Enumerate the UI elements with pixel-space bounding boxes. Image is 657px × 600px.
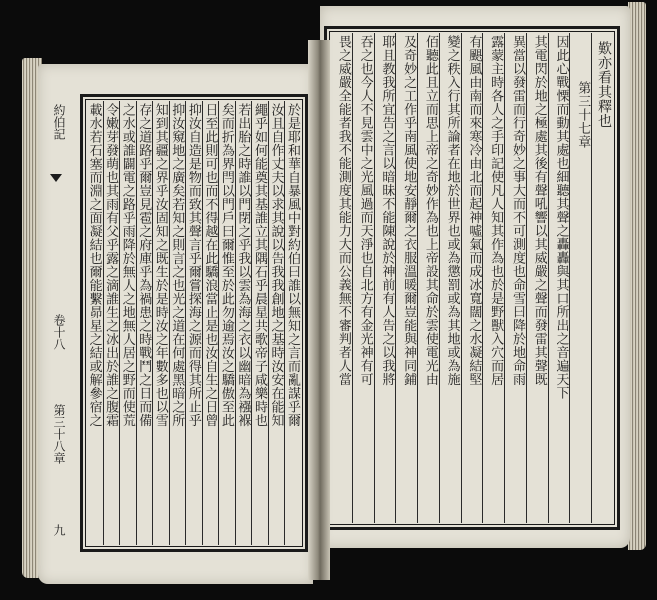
- margin-chapter-number: 第三十八章: [52, 404, 66, 464]
- right-page: [320, 6, 630, 548]
- text-column: 抑汝窺地之廣矣若知之則言之也光之道在何處黑暗之所: [169, 101, 186, 545]
- text-column: 吞之也今人不見雲中之光風過而天淨也自北方有金光神有可: [352, 33, 374, 523]
- text-column: 於是耶和華自暴風中對約伯曰誰以無知之言而亂謀乎爾: [284, 101, 301, 545]
- text-column: 及奇妙之工作乎南風使地安靜爾之衣服溫暖爾豈能與神同鋪: [395, 33, 417, 523]
- left-text-columns: [87, 101, 301, 545]
- text-column: 載水若石塞而淵之面凝結也爾能繫昴星之結或解參宿之: [87, 103, 102, 427]
- margin-book-title: 約伯記: [52, 104, 66, 140]
- right-page-edges: [628, 2, 646, 550]
- text-column: 汝且自作丈夫以求其說以告我我創地之基時汝安在能知: [268, 101, 285, 545]
- page-margin-column: [44, 104, 78, 554]
- text-column: 佰聽此且立而思上帝之奇妙作為也上帝設其命於雲使電光由: [417, 33, 439, 523]
- text-column: 存之道路乎爾豈見雹之府庫乎為禍患之時戰鬥之日而備: [136, 101, 153, 545]
- text-column: 其電閃於地之極處其後有聲吼響以其威嚴之聲而發雷其聲既: [526, 33, 548, 523]
- text-column: 異當以發雷而行奇妙之事大而不可測度也命雪曰降於地命雨: [504, 33, 526, 523]
- text-column: 耶且教我所宜告之言以暗昧不能陳說於神前有人告之以我將: [374, 33, 396, 523]
- text-column: 因此心戰慄而動其處也細聽其聲之轟轟與其口所出之音遍天下: [548, 33, 570, 523]
- text-column: 令嫩芽發萌也其雨有父乎露之滴誰生之冰出於誰之腹霜: [103, 101, 120, 545]
- text-column: 變之秩入行其所論者在地於世界也或為懲罰或為其地或為施: [439, 33, 461, 523]
- text-column: 知到其疆之界乎汝固知之既生於是時汝之年數多也以雪: [152, 101, 169, 545]
- text-column: 繩乎如何能奠其基誰立其隅石乎晨星共歌帝子咸樂時也: [251, 101, 268, 545]
- text-column: 矣而折為界閂以門戶曰爾惟至於此勿逾焉汝之驕傲至此: [218, 101, 235, 545]
- margin-volume-number: 卷十八: [52, 314, 66, 350]
- right-text-columns: [331, 33, 613, 523]
- text-column: 之水或誰闢電之路乎雨降於無人之地無人居之野而使荒: [119, 101, 136, 545]
- text-column: 有颶風由南而來寒冷由北而起神噓氣而成冰寬闊之水凝結堅: [461, 33, 483, 523]
- book-gutter: [308, 40, 330, 580]
- fish-tail-mark-icon: [50, 174, 62, 182]
- left-page: [38, 64, 313, 584]
- text-column: 抑汝自造是物而致其聲言乎爾嘗探海之源而得其所止乎: [185, 101, 202, 545]
- left-text-frame: [80, 94, 308, 552]
- text-column: 露蒙主時各人之手印記使凡人知其作為也於是野獸入穴而居: [482, 33, 504, 523]
- text-column: 日至此則可也而不得越在此驕浪當止是也汝自生之日曾: [202, 101, 219, 545]
- text-column: 畏之威嚴全能者我不能測度其能力大而公義無不審判者人當: [335, 35, 351, 386]
- section-heading: 歎亦看其釋也: [591, 33, 613, 523]
- margin-leaf-number: 九: [52, 524, 66, 536]
- text-column: 若出胎之時誰以門閉之乎我以雲為海之衣以幽暗為襁褓: [235, 101, 252, 545]
- right-text-frame: [324, 26, 620, 530]
- chapter-heading: 第三十七章: [569, 33, 591, 523]
